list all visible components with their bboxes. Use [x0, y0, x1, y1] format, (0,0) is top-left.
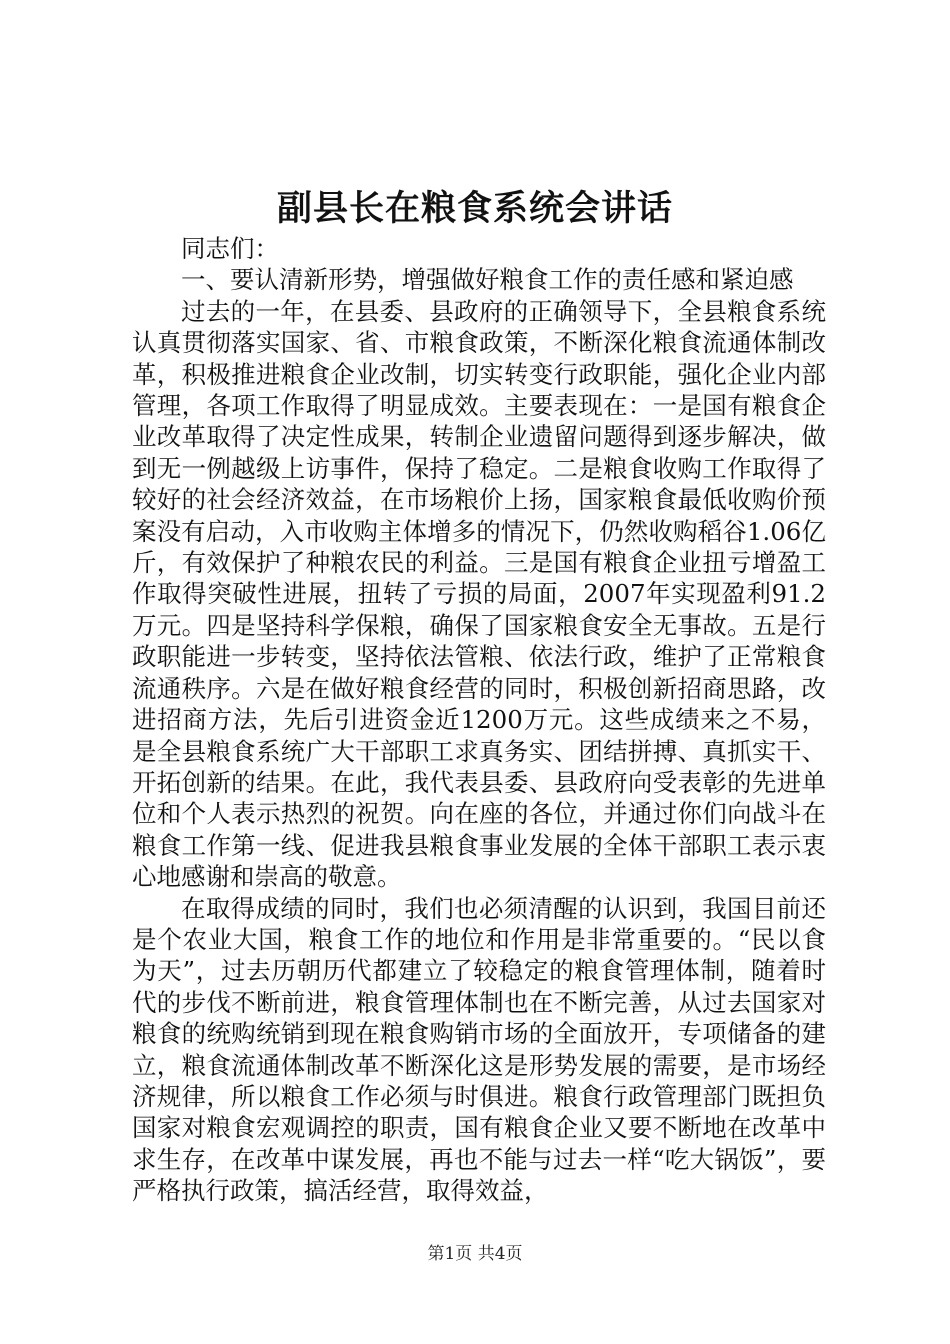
document-body [132, 233, 826, 1207]
salutation: 同志们： [181, 234, 279, 263]
body-paragraph: 在取得成绩的同时，我们也必须清醒的认识到，我国目前还是个农业大国，粮食工作的地位和作用是非常重要的。“民以食为天”，过去历朝历代都建立了较稳定的粮食管理体制，随着时代的步伐不断前进，粮食管理体制也在不断完善，从过去国家对粮食的统购统销到现在粮食购销市场的全面放开，专项储备的建立，粮食流通体制改革不断深化这是形势发展的需要，是市场经济规律，所以粮食工作必须与时俱进。粮食行政管理部门既担负国家对粮食宏观调控的职责，国有粮食企业又要不断地在改革中求生存，在改革中谋发展，再也不能与过去一样“吃大锅饭”，要严格执行政策，搞活经营，取得效益， [132, 893, 826, 1206]
page-number: 第1页 共4页 [427, 1244, 523, 1264]
body-paragraph: 过去的一年，在县委、县政府的正确领导下，全县粮食系统认真贯彻落实国家、省、市粮食政策，不断深化粮食流通体制改革，积极推进粮食企业改制，切实转变行政职能，强化企业内部管理，各项工作取得了明显成效。主要表现在：一是国有粮食企业改革取得了决定性成果，转制企业遗留问题得到逐步解决，做到无一例越级上访事件，保持了稳定。二是粮食收购工作取得了较好的社会经济效益，在市场粮价上扬，国家粮食最低收购价预案没有启动，入市收购主体增多的情况下，仍然收购稻谷1.06亿斤，有效保护了种粮农民的利益。三是国有粮食企业扭亏增盈工作取得突破性进展，扭转了亏损的局面，2007年实现盈利91.2万元。四是坚持科学保粮，确保了国家粮食安全无事故。五是行政职能进一步转变，坚持依法管粮、依法行政，维护了正常粮食流通秩序。六是在做好粮食经营的同时，积极创新招商思路，改进招商方法，先后引进资金近1200万元。这些成绩来之不易，是全县粮食系统广大干部职工求真务实、团结拼搏、真抓实干、开拓创新的结果。在此，我代表县委、县政府向受表彰的先进单位和个人表示热烈的祝贺。向在座的各位，并通过你们向战斗在粮食工作第一线、促进我县粮食事业发展的全体干部职工表示衷心地感谢和崇高的敬意。 [132, 296, 826, 892]
section-heading: 一、要认清新形势，增强做好粮食工作的责任感和紧迫感 [181, 265, 794, 295]
document-title: 副县长在粮食系统会讲话 [276, 188, 673, 229]
